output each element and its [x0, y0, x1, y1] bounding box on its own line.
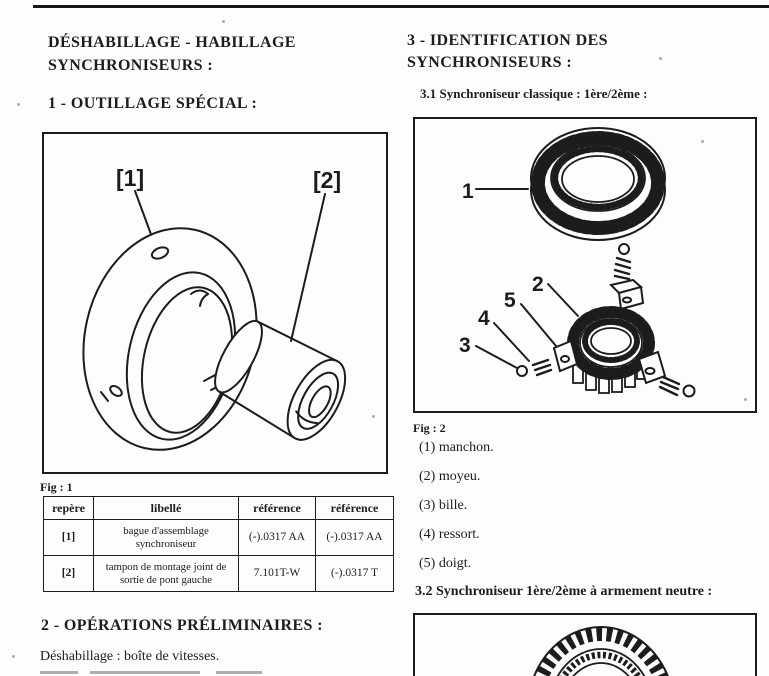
figure2-box — [413, 117, 757, 413]
cell-reference2: (-).0317 AA — [316, 520, 394, 556]
fig2-callout-3: 3 — [459, 334, 471, 357]
scan-speck — [659, 57, 662, 60]
section2-body: Déshabillage : boîte de vitesses. — [40, 649, 220, 664]
cell-reference1: (-).0317 AA — [239, 520, 316, 556]
cell-repere: [2] — [44, 556, 94, 592]
fig1-callout-1: [1] — [116, 165, 145, 191]
cell-libelle: tampon de montage joint de sortie de pont gauche — [94, 556, 239, 592]
figure1-box — [42, 132, 388, 474]
section1-heading: 1 - OUTILLAGE SPÉCIAL : — [48, 95, 258, 112]
clipped-text-line — [40, 671, 78, 674]
table-row — [44, 556, 394, 592]
legend-item-bille: (3) bille. — [419, 498, 468, 513]
section3-heading-line1: 3 - IDENTIFICATION DES — [407, 32, 608, 49]
scan-speck — [372, 415, 375, 418]
scan-speck — [12, 655, 15, 658]
figure2-caption: Fig : 2 — [413, 421, 446, 435]
cell-libelle: bague d'assemblage synchroniseur — [94, 520, 239, 556]
fig1-callout-2: [2] — [313, 167, 342, 193]
hub-drawing — [573, 312, 649, 393]
figure1-drawing — [44, 134, 386, 472]
fig2-callout-4: 4 — [478, 307, 490, 330]
legend-item-doigt: (5) doigt. — [419, 556, 472, 571]
legend-item-moyeu: (2) moyeu. — [419, 469, 481, 484]
fig1-callout1-line — [135, 191, 152, 237]
sub-3-2-heading: 3.2 Synchroniseur 1ère/2ème à armement neutre : — [415, 584, 713, 599]
section3-heading-line2: SYNCHRONISEURS : — [407, 54, 573, 71]
scan-speck — [744, 398, 747, 401]
table-header-libelle: libellé — [94, 497, 239, 520]
fig2-callout-5: 5 — [504, 289, 516, 312]
cell-reference2: (-).0317 T — [316, 556, 394, 592]
table-header-reference2: référence — [316, 497, 394, 520]
table-header-reference1: référence — [239, 497, 316, 520]
table-row — [44, 520, 394, 556]
fig1-callout2-line — [291, 194, 325, 341]
left-title-line2: SYNCHRONISEURS : — [48, 57, 214, 74]
clipped-text-line — [216, 671, 262, 674]
page-top-rule — [33, 5, 769, 8]
table-header-row — [44, 497, 394, 520]
scan-speck — [222, 20, 225, 23]
figure1-caption: Fig : 1 — [40, 480, 73, 494]
fig2-callout2-line — [548, 284, 578, 316]
figure2-drawing — [415, 119, 755, 411]
scan-speck — [701, 140, 704, 143]
fig2-callout4-line — [494, 323, 529, 361]
sub-3-1-heading: 3.1 Synchroniseur classique : 1ère/2ème : — [420, 86, 648, 101]
fig2-callout5-line — [521, 304, 561, 352]
cell-reference1: 7.101T-W — [239, 556, 316, 592]
right-key-assembly-drawing — [639, 352, 695, 397]
cell-repere: [1] — [44, 520, 94, 556]
clipped-text-line — [90, 671, 200, 674]
fig2-callout-2: 2 — [532, 273, 544, 296]
sleeve-partial-drawing — [527, 627, 675, 676]
detent-stack-drawing — [611, 244, 643, 309]
legend-item-ressort: (4) ressort. — [419, 527, 480, 542]
fig2-callout-1: 1 — [462, 180, 474, 203]
fig2-callout3-line — [476, 346, 517, 368]
special-tools-table — [43, 496, 394, 592]
scan-speck — [17, 103, 20, 106]
section2-heading: 2 - OPÉRATIONS PRÉLIMINAIRES : — [41, 617, 323, 634]
figure3-box — [413, 613, 757, 676]
figure3-drawing — [415, 615, 755, 676]
legend-item-manchon: (1) manchon. — [419, 440, 494, 455]
table-header-repere: repère — [44, 497, 94, 520]
left-title-line1: DÉSHABILLAGE - HABILLAGE — [48, 34, 296, 51]
sleeve-drawing — [531, 128, 665, 240]
